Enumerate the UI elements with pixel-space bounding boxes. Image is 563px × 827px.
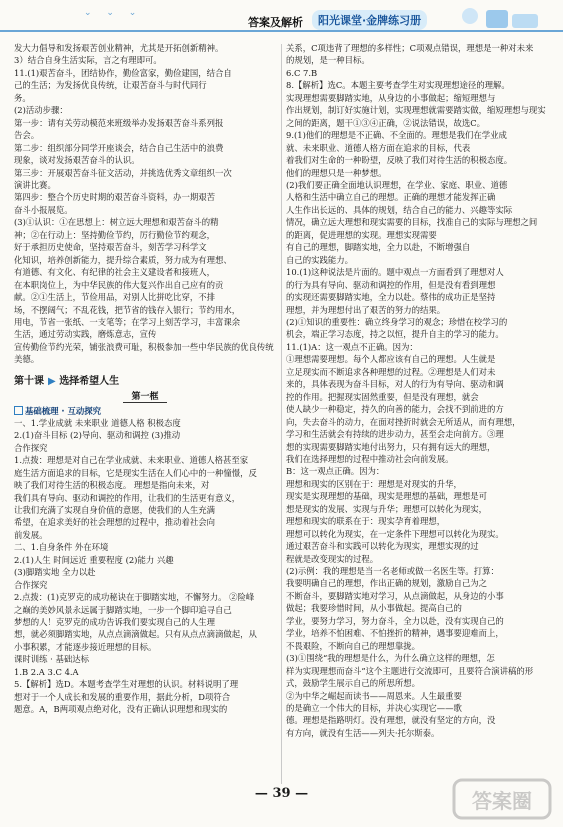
- left-b-line: 小事积累，才能逐步接近理想的目标。: [14, 641, 157, 652]
- left-a-line: 生活，通过劳动实践，磨炼意志，宣传: [14, 329, 157, 340]
- right-line: 关系，C项违背了理想的多样性；C项观点错误，理想是一种对未来: [286, 43, 534, 53]
- right-line: 着我们对生命的一种盼望，反映了我们对待生活的积极态度。: [286, 155, 513, 166]
- section-heading: 基础梳理 · 互动探究: [14, 405, 276, 417]
- header-rule: [0, 30, 563, 32]
- left-a-line: 发大力倡导和发扬艰苦创业精神，尤其是开拓创新精神。: [14, 43, 224, 53]
- right-column: [286, 42, 550, 739]
- right-line: 使人缺少一种稳定，持久的向善的能力，会找不到前进的方: [286, 404, 504, 415]
- left-b-line: (3)脚踏实地 全力以赴: [14, 567, 96, 578]
- answer-title: 答案及解析: [248, 16, 303, 29]
- right-line: 就、未来职业、道德人格方面在追求的目标，代表: [286, 142, 471, 153]
- right-line: 自己的实践能力。: [286, 254, 353, 265]
- right-text-block: [286, 42, 550, 739]
- right-line: ②为中华之崛起而读书——周恩来。人生最重要: [286, 690, 462, 701]
- right-line: 控的作用。把握现实固然重要，但是没有理想，就会: [286, 391, 479, 402]
- right-line: 我要明确自己的理想，作出正确的规划，激励自己为之: [286, 578, 487, 589]
- right-line: 立足现实而不断追求各种理想的过程。②理想是人们对未: [286, 366, 496, 377]
- right-line: 学习和生活就会有持续的进步动力，甚至会走向前方。③理: [286, 429, 504, 440]
- right-line: 人生作出长远的、具体的规划，结合自己的能力、兴趣等实际: [286, 204, 513, 215]
- right-line: 德。理想是指路明灯。没有理想，就没有坚定的方向，没: [286, 715, 496, 726]
- right-line: 想的实现需要脚踏实地付出努力，只有拥有远大的理想，: [286, 441, 496, 452]
- left-b-line: 5.【解析】选D。本题考查学生对理想的认识。材料说明了理: [14, 679, 239, 690]
- right-line: 机会，端正学习态度，持之以恒，提升自主的学习的能力。: [286, 329, 504, 340]
- left-b-line: 让我们充满了实现自身价值的意愿，使我们的人生充满: [14, 504, 215, 515]
- right-line: 9.(1)他们的理想是不正确、不全面的。理想是我们在学业成: [286, 130, 507, 141]
- right-line: 的规划，是一种目标。: [286, 55, 370, 66]
- right-line: 我们在选择理想的过程中推动社会向前发展。: [286, 453, 454, 464]
- right-line: 程就是改变现实的过程。: [286, 553, 379, 564]
- right-line: 向，失去奋斗的动力，在面对挫折时就会无所适从，而有理想，: [286, 416, 521, 427]
- left-b-line: 2.(1)奋斗目标 (2)导向、驱动和调控 (3)推动: [14, 430, 181, 441]
- right-line: 有自己的理想，脚踏实地，全力以赴，不断增强自: [286, 242, 471, 253]
- lesson-tag: 第十课: [14, 375, 44, 387]
- left-b-line: 题意。A，B两项观点绝对化，没有正确认识理想和现实的: [14, 704, 228, 715]
- left-a-line: 告会。: [14, 130, 40, 141]
- left-b-line: 想，就必须脚踏实地，从点点滴滴做起。只有从点点滴滴做起，从: [14, 629, 257, 640]
- left-a-line: 场，不摆阔气；不乱花钱，把节省的钱存入银行；节约用水，: [14, 304, 241, 315]
- right-line: 不畏艰险，不断向自己的理想靠拢。: [286, 640, 420, 651]
- mascot-decoration-icon: [456, 4, 544, 32]
- right-line: ①理想需要理想。每个人都应该有自己的理想。人生就是: [286, 354, 496, 365]
- left-b-line: 想对于一个人成长和发展的重要作用，据此分析，D项符合: [14, 691, 231, 702]
- right-line: 他们的理想只是一种梦想。: [286, 167, 387, 178]
- left-a-line: 好于承担历史使命，坚持艰苦奋斗，刻苦学习科学文: [14, 242, 207, 253]
- left-a-line: 第四步：整合个历史时期的艰苦奋斗资料，办一期艰苦: [14, 192, 215, 203]
- page-number: — 39 —: [254, 786, 309, 801]
- arrow-icon: ▶: [48, 375, 56, 387]
- left-b-line: 希望，在追求美好的社会理想的过程中，推动着社会向: [14, 517, 215, 528]
- right-line: 现实是实现理想的基础，现实是理想的基础，理想是可: [286, 491, 487, 502]
- right-line: 理想可以转化为现实，在一定条件下理想可以转化为现实。: [286, 528, 504, 539]
- left-a-line: 献。②①生活上，节俭用品，对别人比拼吃比穿，不排: [14, 292, 215, 303]
- left-b-line: 映了我们对待生活的积极态度。 理想是指向未来，对: [14, 480, 210, 491]
- right-line: 人格和生活中确立自己的理想。正确的理想才能发挥正确: [286, 192, 496, 203]
- left-b-line: 课时训练 · 基础达标: [14, 654, 89, 665]
- right-line: (3)①围绕“我的理想是什么，为什么确立这样的理想，怎: [286, 653, 495, 664]
- left-a-line: 第一步：请有关劳动模范来班级举办发扬艰苦奋斗系列报: [14, 117, 224, 128]
- left-a-line: 务。: [14, 92, 31, 103]
- left-a-line: 化知识，培养创新能力，提升综合素质，努力成为有理想、: [14, 254, 232, 265]
- right-line: 作出规划，制订好实施计划，实现理想就需要踏实做，缩短理想与现实: [286, 105, 546, 116]
- right-line: 11.(1)A：这一观点不正确。因为：: [286, 341, 418, 352]
- left-a-line: 用电，节省一张纸、一支笔等；在学习上刻苦学习，丰富课余: [14, 316, 241, 327]
- left-a-line: 第三步：开展艰苦奋斗征文活动，并挑选优秀文章组织一次: [14, 167, 232, 178]
- left-a-line: 己的生活；为发扬优良传统，让艰苦奋斗与时代同行: [14, 80, 207, 91]
- check-box-icon: [14, 406, 23, 415]
- left-b-line: 前发展。: [14, 529, 48, 540]
- right-line: 之间的距离，题干①③④正确，②说法错误，故选C。: [286, 117, 486, 128]
- left-a-line: 现象，谈对发扬艰苦奋斗的认识。: [14, 155, 140, 166]
- frame-heading: 第一框: [14, 389, 276, 403]
- right-line: 做起；我要珍惜时间，从小事做起。提高自己的: [286, 603, 462, 614]
- right-line: 理想和现实的区别在于：理想是对现实的升华，: [286, 478, 462, 489]
- page-header: [0, 0, 563, 46]
- right-line: (2)①知识的重要性：确立终身学习的观念；珍惜在校学习的: [286, 316, 508, 327]
- right-line: B：这一观点正确。因为：: [286, 466, 385, 477]
- left-a-line: 宣传勤俭节约光荣，铺张浪费可耻，积极参加一些中华民族的优良传统: [14, 341, 274, 352]
- right-line: 来的，具体表现为奋斗目标，对人的行为有导向、驱动和调: [286, 379, 504, 390]
- left-a-line: (3)①认识：①在思想上：树立远大理想和艰苦奋斗的精: [14, 217, 219, 228]
- lesson-title: 选择希望人生: [59, 375, 120, 387]
- left-a-line: 美德。: [14, 354, 40, 365]
- left-a-line: 有道德、有文化、有纪律的社会主义建设者和接班人，: [14, 267, 215, 278]
- right-line: 的是确立一个伟大的目标，并决心实现它——歌: [286, 703, 462, 714]
- left-a-line: 第二步：组织部分同学开座谈会，结合自己生活中的浪费: [14, 142, 224, 153]
- left-a-line: 11.(1)艰苦奋斗，团结协作，勤俭富家，勤俭建国，结合自: [14, 67, 232, 78]
- left-b-line: 之巅的美妙风景永远属于脚踏实地，一步一个脚印追寻自己: [14, 604, 232, 615]
- brand-title: 阳光课堂·金牌练习册: [312, 10, 427, 30]
- left-b-line: 1.B 2.A 3.C 4.A: [14, 666, 79, 677]
- right-line: 不断奋斗，要脚踏实地对学习，从点滴做起，从身边的小事: [286, 590, 504, 601]
- right-line: 理想，并为理想付出了艰苦的努力的结果。: [286, 304, 446, 315]
- right-line: 理想和现实的联系在于：现实孕育着理想，: [286, 516, 446, 527]
- lesson-heading: [14, 372, 276, 387]
- left-b-line: 2.(1)人生 时间远近 重要程度 (2)能力 兴趣: [14, 554, 174, 565]
- right-line: 学业，要努力学习，努力奋斗，全力以赴，没有实现自己的: [286, 615, 504, 626]
- left-b-line: 一、1.学业成就 未来职业 道德人格 积极态度: [14, 417, 181, 428]
- left-b-line: 庭生活方面追求的目标，它是现实生活在人们心中的一种憧憬，反: [14, 467, 257, 478]
- right-line: 通过艰苦奋斗和实践可以转化为现实，理想实现的过: [286, 541, 479, 552]
- left-a-line: 神；②在行动上：坚持勤俭节约，厉行勤俭节约观念，: [14, 229, 215, 240]
- left-b-line: 合作探究: [14, 442, 48, 453]
- left-b-line: 2.点拨：(1)克罗克的成功秘诀在于脚踏实地，不懈努力。 ②险峰: [14, 592, 255, 603]
- right-line: 学业，培养不怕困难、不怕挫折的精神，遇事要迎难而上，: [286, 628, 504, 639]
- right-line: 实现理想需要脚踏实地，从身边的小事做起；缩短理想与: [286, 92, 496, 103]
- left-b-line: 我们具有导向、驱动和调控的作用，让我们的生活更有意义，: [14, 492, 241, 503]
- right-line: 10.(1)这种说法是片面的。题中观点一方面看到了理想对人: [286, 267, 504, 278]
- left-text-block-a: [14, 42, 276, 366]
- birds-decoration: ⌄ ⌄ ⌄: [84, 8, 143, 18]
- right-line: 想是现实的发展、实现与升华；理想可以转化为现实，: [286, 503, 487, 514]
- left-b-line: 梦想的人！克罗克的成功告诉我们要实现自己的人生理: [14, 617, 215, 628]
- column-divider: [281, 44, 282, 784]
- left-a-line: (2)活动步骤：: [14, 105, 68, 116]
- left-a-line: 3）结合自身生活实际，言之有理即可。: [14, 55, 162, 66]
- left-column: [14, 42, 276, 716]
- left-a-line: 奋斗小报展览。: [14, 204, 73, 215]
- left-b-line: 1.点拨：理想是对自己在学业成就、未来职业、道德人格甚至家: [14, 455, 249, 466]
- svg-text:答案圈: 答案圈: [472, 789, 532, 813]
- right-line: 样为实现理想而奋斗”这个主题进行交流即可，且要符合演讲稿的形: [286, 665, 534, 676]
- left-a-line: 在本职岗位上，为中华民族的伟大复兴作出自己应有的贡: [14, 279, 224, 290]
- right-line: 的实现还需要脚踏实地，全力以赴。蔡伟的成功正是坚持: [286, 292, 496, 303]
- right-line: (2)我们要正确全面地认识理想，在学业、家庭、职业、道德: [286, 179, 508, 190]
- right-line: 8.【解析】选C。本题主要考查学生对实现理想途径的理解。: [286, 80, 510, 91]
- left-text-block-b: [14, 417, 276, 716]
- right-line: 6.C 7.B: [286, 67, 318, 78]
- left-b-line: 二、1.自身条件 外在环境: [14, 542, 109, 553]
- watermark-logo: [452, 776, 552, 822]
- right-line: 式，鼓励学生展示自己的所思所想。: [286, 678, 420, 689]
- right-line: 情况，确立远大理想和现实需要的目标，找准自己的实际与理想之间: [286, 217, 538, 228]
- left-a-line: 演讲比赛。: [14, 179, 56, 190]
- right-line: (2)示例：我的理想是当一名老师或做一名医生等。打算：: [286, 566, 499, 577]
- right-line: 的行为具有导向、驱动和调控的作用，但是没有看到理想: [286, 279, 496, 290]
- right-line: 有方向，就没有生活——列夫·托尔斯泰。: [286, 727, 440, 738]
- left-b-line: 合作探究: [14, 579, 48, 590]
- right-line: 的距离，促进理想的实现。理想实现需要: [286, 229, 437, 240]
